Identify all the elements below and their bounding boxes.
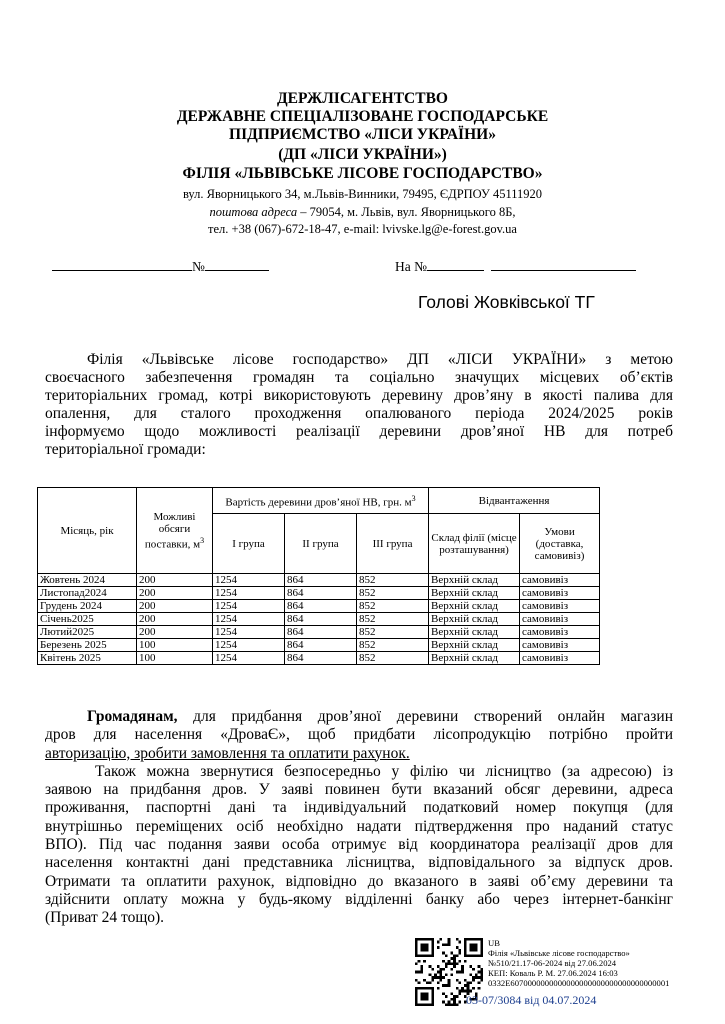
branch-name: ФІЛІЯ «ЛЬВІВСЬКЕ ЛІСОВЕ ГОСПОДАРСТВО»: [182, 165, 543, 182]
cell-warehouse: Верхній склад: [429, 587, 520, 600]
details-line: здійснити оплату можна у будь-якому відділенні банку або через інтернет-банкінг: [45, 890, 673, 908]
intro-line: своєчасного забезпечення громадян та соціально значущих місцевих об’єктів: [45, 369, 673, 386]
number-blank: [205, 257, 269, 271]
cell-volume: 200: [137, 613, 213, 626]
cell-terms: самовивіз: [520, 574, 600, 587]
cell-g1: 1254: [213, 587, 285, 600]
intro-line: територіальних громад, котрі використовують деревину дров’яну в якості палива для: [45, 387, 673, 404]
addressee: Голові Жовківської ТГ: [418, 292, 595, 312]
e-signature-stamp: [488, 938, 669, 988]
incoming-reference: [395, 257, 636, 275]
cell-warehouse: Верхній склад: [429, 652, 520, 665]
header-volume: Можливі обсяги поставки, $м^3$: [137, 488, 213, 574]
header-month: Місяць, рік: [38, 488, 137, 574]
cell-g1: 1254: [213, 639, 285, 652]
details-line: населення контактні дані представника лісництва, відповідального за відпуск дров.: [45, 854, 673, 872]
cell-g1: 1254: [213, 613, 285, 626]
cell-terms: самовивіз: [520, 600, 600, 613]
cell-terms: самовивіз: [520, 652, 600, 665]
cell-g3: 852: [357, 600, 429, 613]
cell-month: Лютий2025: [38, 626, 137, 639]
table-row: [38, 613, 600, 626]
cell-g2: 864: [285, 652, 357, 665]
intro-line: інформуємо щодо можливості реалізації деревини дров’яної НВ для потреб: [45, 423, 673, 440]
details-line: заявою на придбання дров. У заяві повинен бути вказаний обсяг деревини, адреса: [45, 781, 673, 799]
citizens-line: Громадянам, для придбання дров’яної деревини створений онлайн магазин: [87, 708, 673, 725]
cell-month: Березень 2025: [38, 639, 137, 652]
cell-volume: 200: [137, 600, 213, 613]
postal-text: – 79054, м. Львів, вул. Яворницького 8Б,: [297, 205, 516, 219]
intro-line: опалення, для сталого проходження опалюваного періода 2024/2025 років: [45, 405, 673, 422]
table-row: [38, 626, 600, 639]
number-sign: №: [192, 259, 205, 274]
stamp-line: Філія «Львівське лісове господарство»: [488, 948, 630, 958]
cell-terms: самовивіз: [520, 639, 600, 652]
org-short-name: (ДП «ЛІСИ УКРАЇНИ»): [278, 146, 447, 163]
header-price: Вартість деревини дров’яної НВ, грн. $м^3$: [213, 488, 429, 514]
contacts: тел. +38 (067)-672-18-47, e-mail: lvivske.lg@e-forest.gov.ua: [208, 222, 517, 236]
cell-terms: самовивіз: [520, 626, 600, 639]
cell-terms: самовивіз: [520, 587, 600, 600]
cell-g1: 1254: [213, 600, 285, 613]
cell-warehouse: Верхній склад: [429, 639, 520, 652]
cell-volume: 100: [137, 639, 213, 652]
cell-warehouse: Верхній склад: [429, 626, 520, 639]
legal-address: вул. Яворницького 34, м.Львів-Винники, 79495, ЄДРПОУ 45111920: [182, 187, 543, 201]
org-name-line1: ДЕРЖАВНЕ СПЕЦІАЛІЗОВАНЕ ГОСПОДАРСЬКЕ: [176, 108, 549, 125]
cell-g1: 1254: [213, 652, 285, 665]
details-line: ВПО). Під час подання заяви особа отримує від координатора реалізації дров для: [45, 836, 673, 854]
header-group-1: І група: [213, 514, 285, 574]
cell-g1: 1254: [213, 626, 285, 639]
intro-paragraph: [45, 351, 673, 459]
table-row: [38, 587, 600, 600]
cell-g2: 864: [285, 574, 357, 587]
header-shipping: Відвантаження: [429, 488, 600, 514]
stamp-line: №510/21.17-06-2024 від 27.06.2024: [488, 958, 617, 968]
intro-line: Філія «Львівське лісове господарство» ДП «ЛІСИ УКРАЇНИ» з метою: [87, 351, 673, 368]
ref-number-blank: [427, 257, 484, 271]
details-line: Отримати та оплатити рахунок, відповідно до вказаного в заяві об’єму деревини та: [45, 872, 673, 890]
firewood-table: [37, 487, 600, 665]
header-group-2: ІІ група: [285, 514, 357, 574]
header-terms: Умови (доставка, самовивіз): [520, 514, 600, 574]
ref-date-blank: [491, 257, 636, 271]
cell-g3: 852: [357, 626, 429, 639]
cell-volume: 200: [137, 574, 213, 587]
details-line: Також можна звернутися безпосередньо у філію чи лісництво (за адресою) із: [95, 762, 673, 780]
cell-g1: 1254: [213, 574, 285, 587]
table-row: [38, 574, 600, 587]
date-blank: [52, 257, 192, 271]
cell-terms: самовивіз: [520, 613, 600, 626]
online-order-instructions: авторизацію, зробити замовлення та оплатити рахунок.: [45, 744, 410, 762]
registration-stamp: 03-07/3084 від 04.07.2024: [466, 993, 597, 1007]
cell-warehouse: Верхній склад: [429, 600, 520, 613]
postal-label: поштова адреса: [209, 205, 298, 219]
cell-g3: 852: [357, 587, 429, 600]
cell-g2: 864: [285, 626, 357, 639]
table-row: [38, 639, 600, 652]
details-line: внутрішньо переміщених осіб необхідно надати підтвердження про наданий статус: [45, 817, 673, 835]
cell-g2: 864: [285, 639, 357, 652]
cell-volume: 200: [137, 587, 213, 600]
citizens-paragraph: [45, 708, 673, 928]
cell-g2: 864: [285, 613, 357, 626]
details-line: проживання, паспортні дані та індивідуальний податковий номер покупця (для: [45, 799, 673, 817]
intro-line: територіальної громади:: [45, 441, 206, 458]
citizens-line: [45, 745, 673, 763]
cell-month: Жовтень 2024: [38, 574, 137, 587]
cell-g2: 864: [285, 600, 357, 613]
stamp-line: КЕП: Коваль Р. М. 27.06.2024 16:03: [488, 968, 618, 978]
org-agency: ДЕРЖЛІСАГЕНТСТВО: [277, 90, 448, 107]
cell-g3: 852: [357, 652, 429, 665]
citizens-line: дров для населення «ДроваЄ», щоб придбати лісопродукцію потрібно пройти: [45, 726, 673, 744]
postal-address: [0, 203, 725, 221]
cell-month: Листопад2024: [38, 587, 137, 600]
cell-g3: 852: [357, 639, 429, 652]
cell-month: Січень2025: [38, 613, 137, 626]
on-label: На №: [395, 259, 427, 274]
stamp-line: 0332E6070000000000000000000000000000000001: [488, 978, 670, 988]
stamp-line: UB: [488, 938, 500, 948]
cell-volume: 100: [137, 652, 213, 665]
org-name-line2: ПІДПРИЄМСТВО «ЛІСИ УКРАЇНИ»: [229, 126, 496, 143]
cell-warehouse: Верхній склад: [429, 613, 520, 626]
cell-month: Квітень 2025: [38, 652, 137, 665]
cell-g3: 852: [357, 613, 429, 626]
cell-warehouse: Верхній склад: [429, 574, 520, 587]
cell-g3: 852: [357, 574, 429, 587]
cell-month: Грудень 2024: [38, 600, 137, 613]
table-row: [38, 600, 600, 613]
header-group-3: ІІІ група: [357, 514, 429, 574]
cell-g2: 864: [285, 587, 357, 600]
header-warehouse: Склад філії (місце розташування): [429, 514, 520, 574]
citizens-bold: Громадянам,: [87, 708, 178, 725]
table-row: [38, 652, 600, 665]
outgoing-number: [52, 257, 269, 275]
cell-volume: 200: [137, 626, 213, 639]
details-line: (Приват 24 тощо).: [45, 909, 165, 927]
